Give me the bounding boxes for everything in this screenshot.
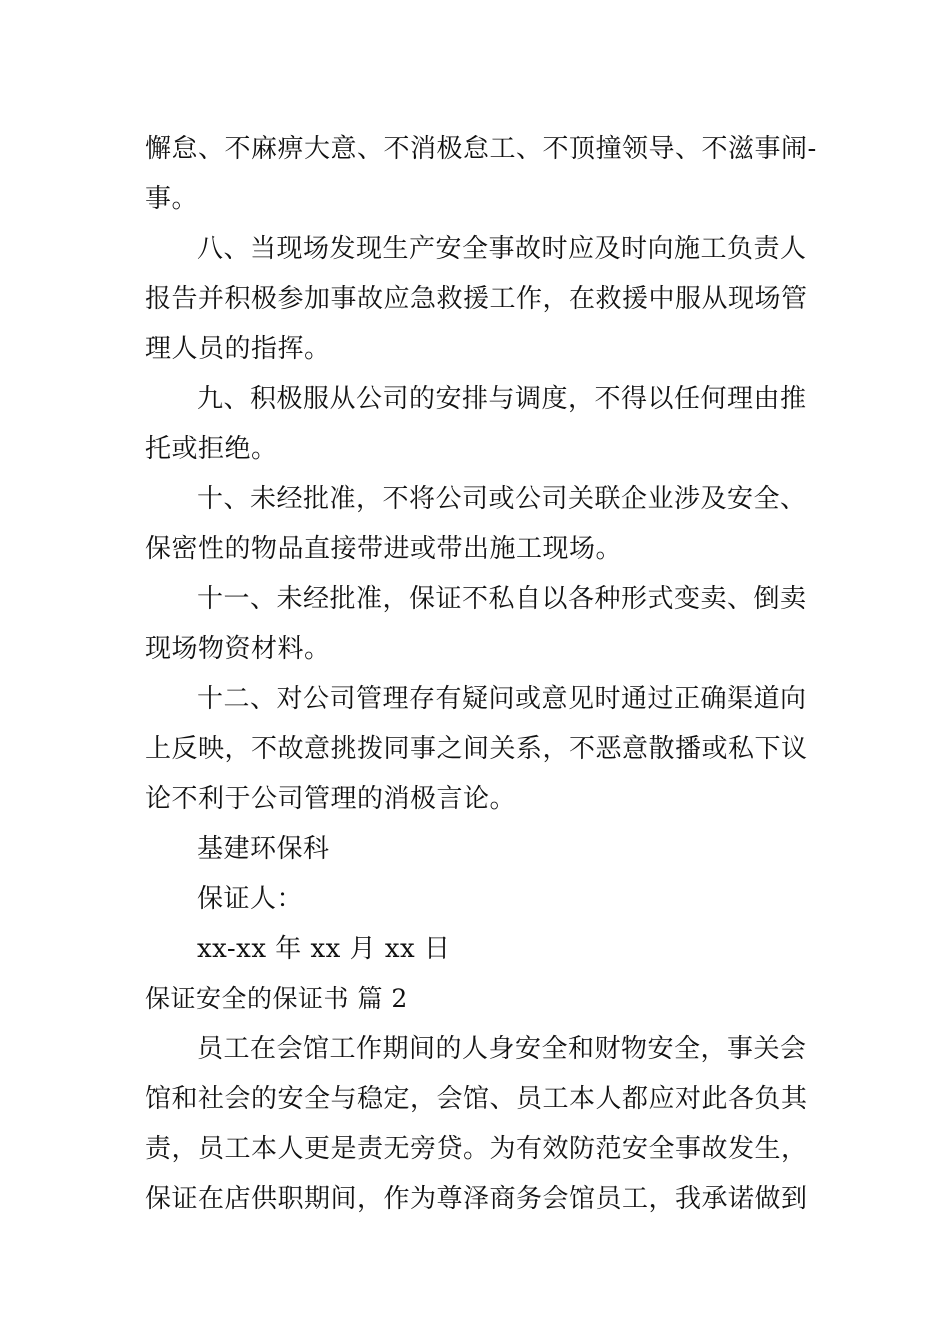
paragraph-start: 八、当现场发现生产安全事故时应及时向施工负责人 — [197, 234, 807, 264]
text-line: 馆和社会的安全与稳定，会馆、员工本人都应对此各负其 — [145, 1084, 808, 1114]
department-name: 基建环保科 — [197, 834, 330, 864]
paragraph-start: 员工在会馆工作期间的人身安全和财物安全，事关会 — [197, 1034, 807, 1064]
paragraph-start: 十一、未经批准，保证不私自以各种形式变卖、倒卖 — [197, 584, 807, 614]
text-line: 现场物资材料。 — [145, 634, 331, 664]
text-line: 报告并积极参加事故应急救援工作，在救援中服从现场管 — [145, 284, 808, 314]
date-line: xx-xx 年 xx 月 xx 日 — [197, 934, 451, 964]
text-line: 理人员的指挥。 — [145, 334, 331, 364]
text-line: 责，员工本人更是责无旁贷。为有效防范安全事故发生， — [145, 1134, 808, 1164]
paragraph-start: 十二、对公司管理存有疑问或意见时通过正确渠道向 — [197, 684, 807, 714]
text-line: 懈怠、不麻痹大意、不消极怠工、不顶撞领导、不滋事闹- — [145, 134, 817, 164]
text-line: 托或拒绝。 — [145, 434, 278, 464]
paragraph-start: 十、未经批准，不将公司或公司关联企业涉及安全、 — [197, 484, 807, 514]
text-line: 保密性的物品直接带进或带出施工现场。 — [145, 534, 623, 564]
text-line: 事。 — [145, 184, 199, 214]
guarantor-label: 保证人： — [197, 884, 304, 914]
text-line: 上反映，不故意挑拨同事之间关系，不恶意散播或私下议 — [145, 734, 808, 764]
section-heading: 保证安全的保证书 篇 2 — [145, 984, 408, 1013]
text-line: 保证在店供职期间，作为尊泽商务会馆员工，我承诺做到 — [145, 1184, 808, 1214]
paragraph-start: 九、积极服从公司的安排与调度，不得以任何理由推 — [197, 384, 807, 414]
text-line: 论不利于公司管理的消极言论。 — [145, 784, 517, 814]
